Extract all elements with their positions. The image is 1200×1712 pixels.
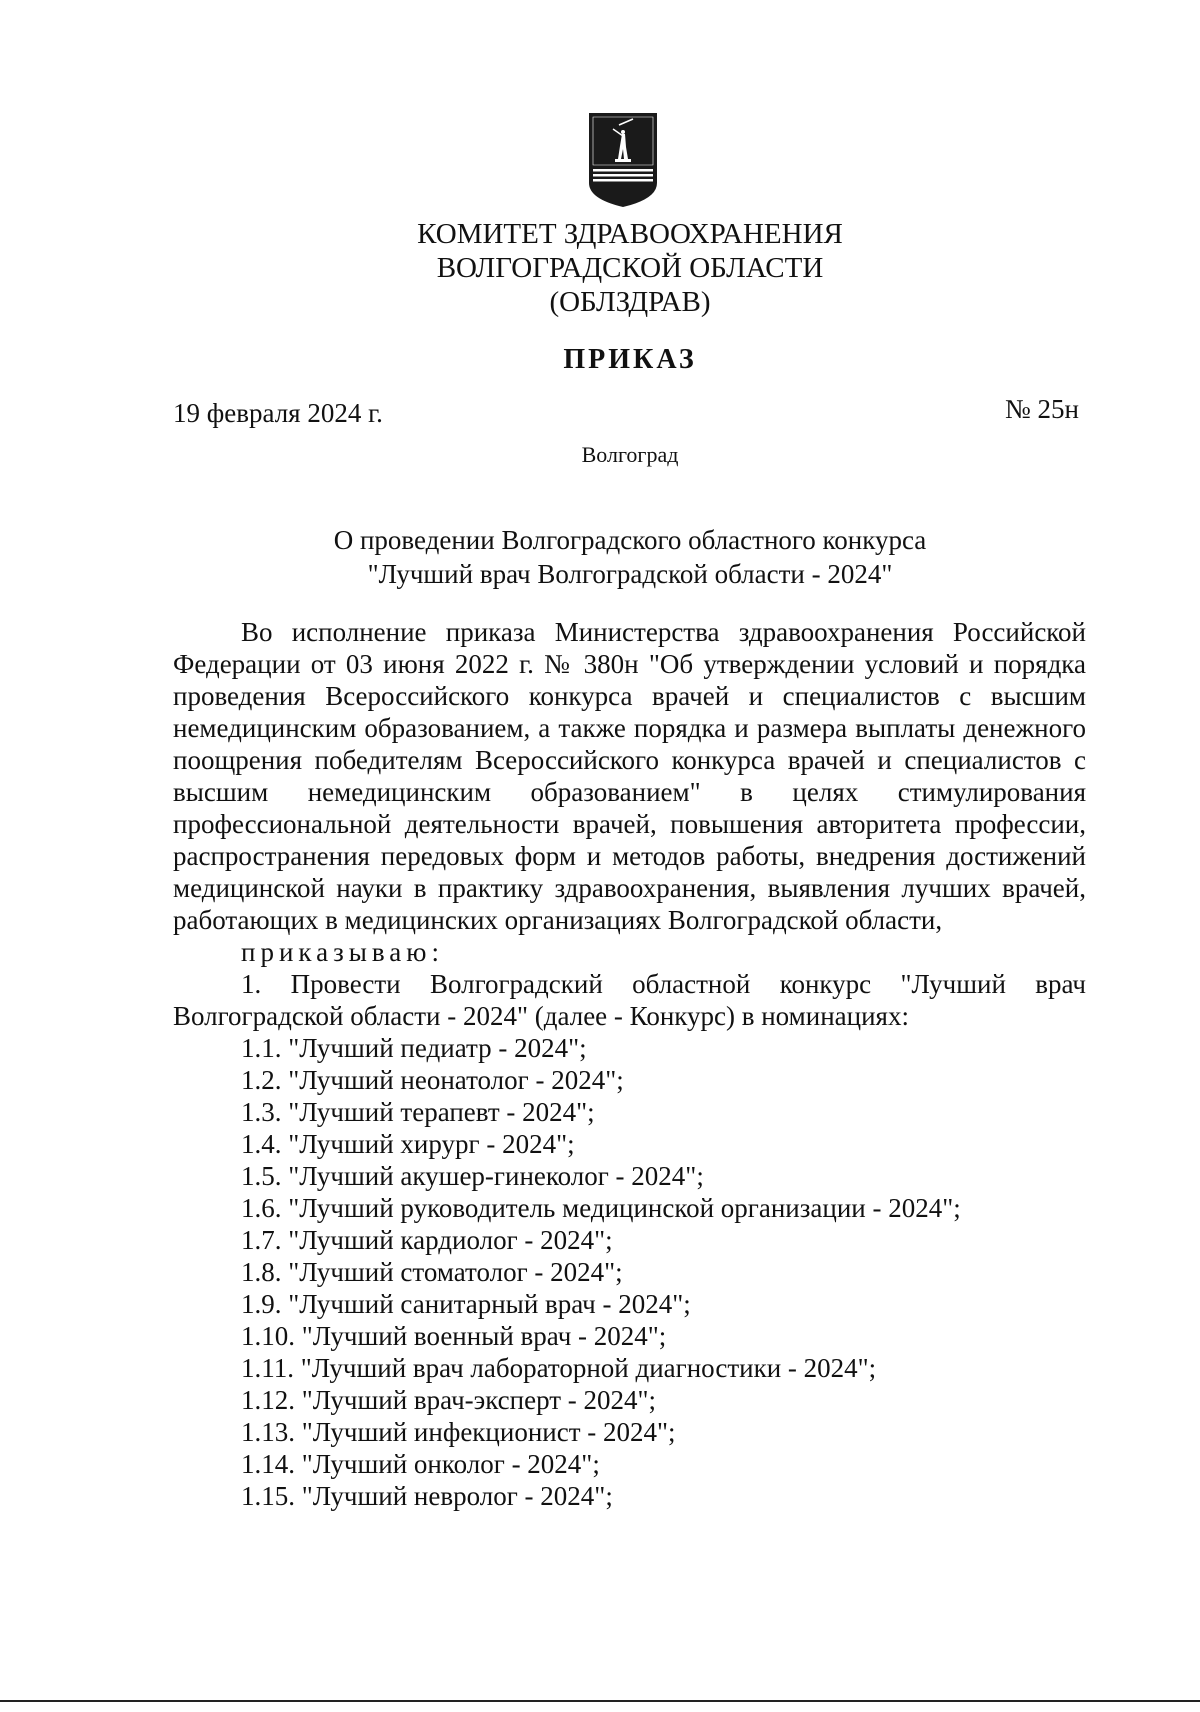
org-name-line-2: ВОЛГОГРАДСКОЙ ОБЛАСТИ (436, 252, 824, 284)
subject-line-2: "Лучший врач Волгоградской области - 2024" (367, 559, 893, 589)
subject-line-1: О проведении Волгоградского областного конкурса (333, 525, 927, 555)
page-bottom-border (0, 1700, 1200, 1702)
document-date: 19 февраля 2024 г. (173, 398, 383, 428)
list-item: 1.15. "Лучший невролог - 2024"; (241, 1481, 613, 1511)
org-name-line-1: КОМИТЕТ ЗДРАВООХРАНЕНИЯ (417, 218, 843, 250)
list-item: 1.10. "Лучший военный врач - 2024"; (241, 1321, 667, 1351)
list-item: 1.14. "Лучший онколог - 2024"; (241, 1449, 600, 1479)
document-city: Волгоград (581, 442, 679, 467)
item-1-paragraph: 1. Провести Волгоградский областной конкурс "Лучший врач Волгоградской области - 2024" (далее - Конкурс) в номинациях: (173, 969, 1086, 1031)
document-type: ПРИКАЗ (563, 344, 697, 375)
document-number: № 25н (1005, 394, 1079, 424)
list-item: 1.13. "Лучший инфекционист - 2024"; (241, 1417, 676, 1447)
list-item: 1.1. "Лучший педиатр - 2024"; (241, 1033, 587, 1063)
list-item: 1.6. "Лучший руководитель медицинской организации - 2024"; (241, 1193, 961, 1223)
org-name-line-3: (ОБЛЗДРАВ) (549, 286, 711, 318)
document-body (173, 616, 1086, 1512)
list-item: 1.8. "Лучший стоматолог - 2024"; (241, 1257, 623, 1287)
list-item: 1.3. "Лучший терапевт - 2024"; (241, 1097, 595, 1127)
preamble-paragraph: Во исполнение приказа Министерства здравоохранения Российской Федерации от 03 июня 2022 г. № 380н "Об утверждении условий и порядка проведения Всероссийского конкурса врачей и специалистов с высшим немедицинским образованием, а также порядка и размера выплаты денежного поощрения победителям Всероссийского конкурса врачей и специалистов с высшим немедицинским образованием" в целях стимулирования профессиональной деятельности врачей, повышения авторитета профессии, распространения передовых форм и методов работы, внедрения достижений медицинской науки в практику здравоохранения, выявления лучших врачей, работающих в медицинских организациях Волгоградской области, (173, 617, 1086, 935)
nominations-list (173, 1032, 1086, 1512)
list-item: 1.4. "Лучший хирург - 2024"; (241, 1129, 575, 1159)
coat-of-arms-icon (589, 113, 657, 207)
list-item: 1.5. "Лучший акушер-гинеколог - 2024"; (241, 1161, 704, 1191)
list-item: 1.11. "Лучший врач лабораторной диагностики - 2024"; (241, 1353, 877, 1383)
list-item: 1.7. "Лучший кардиолог - 2024"; (241, 1225, 613, 1255)
order-word: приказываю: (241, 937, 444, 967)
list-item: 1.9. "Лучший санитарный врач - 2024"; (241, 1289, 691, 1319)
list-item: 1.12. "Лучший врач-эксперт - 2024"; (241, 1385, 657, 1415)
list-item: 1.2. "Лучший неонатолог - 2024"; (241, 1065, 624, 1095)
